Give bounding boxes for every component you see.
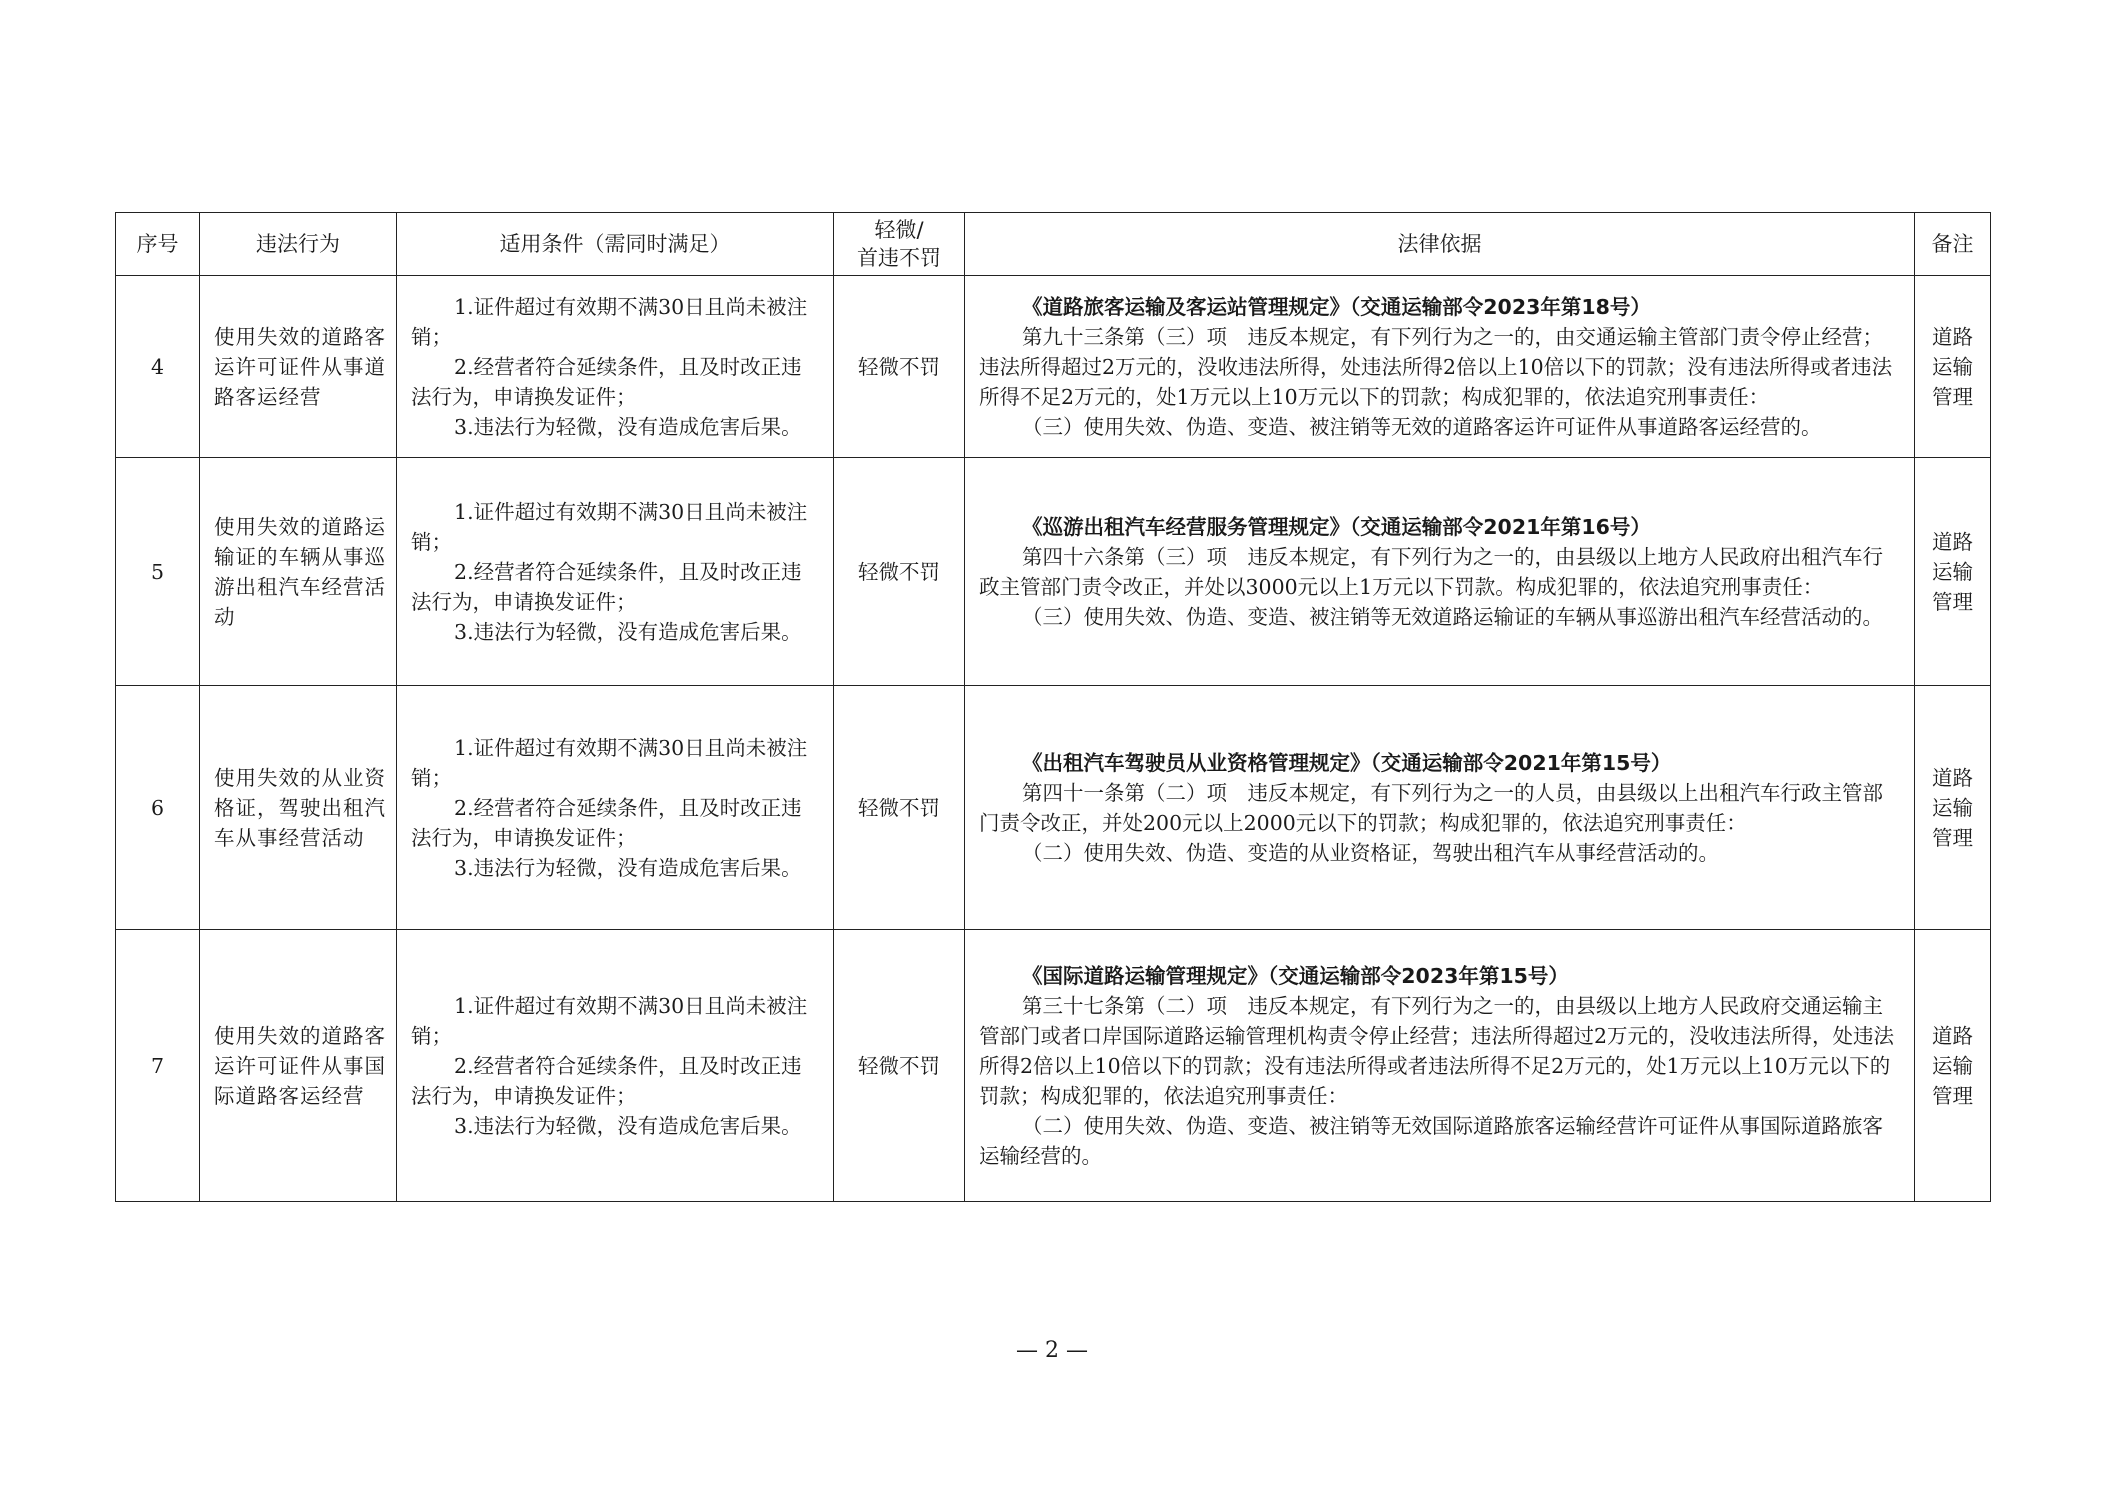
row-cond xyxy=(397,930,834,1202)
row-law xyxy=(965,686,1915,930)
row-act: 使用失效的道路客运许可证件从事国际道路客运经营 xyxy=(200,930,397,1202)
row-law xyxy=(965,458,1915,686)
header-law: 法律依据 xyxy=(965,213,1915,276)
law-line: （二）使用失效、伪造、变造的从业资格证，驾驶出租汽车从事经营活动的。 xyxy=(1022,840,1720,865)
row-note: 道路运输管理 xyxy=(1915,686,1991,930)
row-act: 使用失效的从业资格证，驾驶出租汽车从事经营活动 xyxy=(200,686,397,930)
page-number: — 2 — xyxy=(1016,1338,1088,1363)
row-act: 使用失效的道路运输证的车辆从事巡游出租汽车经营活动 xyxy=(200,458,397,686)
law-line: 第四十一条第（二）项 违反本规定，有下列行为之一的人员，由县级以上出租汽车行政主管部门责令改正，并处200元以上2000元以下的罚款；构成犯罪的，依法追究刑事责任： xyxy=(979,780,1884,835)
law-line: （三）使用失效、伪造、变造、被注销等无效道路运输证的车辆从事巡游出租汽车经营活动的。 xyxy=(1022,604,1884,629)
header-penalty xyxy=(834,213,965,276)
law-line: 第九十三条第（三）项 违反本规定，有下列行为之一的，由交通运输主管部门责令停止经营；违法所得超过2万元的，没收违法所得，处违法所得2倍以上10倍以下的罚款；没有违法所得或者违法所得不足2万元的，处1万元以上10万元以下的罚款；构成犯罪的，依法追究刑事责任： xyxy=(979,324,1893,409)
cond-item: 2.经营者符合延续条件，且及时改正违法行为，申请换发证件； xyxy=(411,795,802,850)
row-note: 道路运输管理 xyxy=(1915,458,1991,686)
header-cond: 适用条件（需同时满足） xyxy=(397,213,834,276)
row-penalty: 轻微不罚 xyxy=(834,930,965,1202)
header-num: 序号 xyxy=(116,213,200,276)
row-act: 使用失效的道路客运许可证件从事道路客运经营 xyxy=(200,276,397,458)
table-row xyxy=(116,930,1991,1202)
penalty-table xyxy=(115,212,1991,1202)
row-note: 道路运输管理 xyxy=(1915,276,1991,458)
row-note: 道路运输管理 xyxy=(1915,930,1991,1202)
law-title: 《国际道路运输管理规定》（交通运输部令2023年第15号） xyxy=(1022,963,1569,988)
row-law xyxy=(965,276,1915,458)
law-line: （三）使用失效、伪造、变造、被注销等无效的道路客运许可证件从事道路客运经营的。 xyxy=(1022,414,1822,439)
law-title: 《道路旅客运输及客运站管理规定》（交通运输部令2023年第18号） xyxy=(1022,294,1651,319)
cond-item: 3.违法行为轻微，没有造成危害后果。 xyxy=(454,619,802,644)
cond-item: 3.违法行为轻微，没有造成危害后果。 xyxy=(454,1113,802,1138)
cond-item: 1.证件超过有效期不满30日且尚未被注销； xyxy=(411,499,808,554)
cond-item: 1.证件超过有效期不满30日且尚未被注销； xyxy=(411,735,808,790)
row-law xyxy=(965,930,1915,1202)
row-num: 7 xyxy=(116,930,200,1202)
header-penalty-line2: 首违不罚 xyxy=(857,246,941,270)
law-title: 《巡游出租汽车经营服务管理规定》（交通运输部令2021年第16号） xyxy=(1022,514,1651,539)
cond-item: 3.违法行为轻微，没有造成危害后果。 xyxy=(454,855,802,880)
table-row xyxy=(116,458,1991,686)
cond-item: 3.违法行为轻微，没有造成危害后果。 xyxy=(454,414,802,439)
row-cond xyxy=(397,686,834,930)
law-line: 第四十六条第（三）项 违反本规定，有下列行为之一的，由县级以上地方人民政府出租汽车行政主管部门责令改正，并处以3000元以上1万元以下罚款。构成犯罪的，依法追究刑事责任： xyxy=(979,544,1884,599)
row-penalty: 轻微不罚 xyxy=(834,276,965,458)
header-note: 备注 xyxy=(1915,213,1991,276)
table-row xyxy=(116,686,1991,930)
table-row xyxy=(116,276,1991,458)
cond-item: 1.证件超过有效期不满30日且尚未被注销； xyxy=(411,294,808,349)
header-act: 违法行为 xyxy=(200,213,397,276)
row-penalty: 轻微不罚 xyxy=(834,458,965,686)
row-cond xyxy=(397,458,834,686)
cond-item: 2.经营者符合延续条件，且及时改正违法行为，申请换发证件； xyxy=(411,1053,802,1108)
row-cond xyxy=(397,276,834,458)
law-line: （二）使用失效、伪造、变造、被注销等无效国际道路旅客运输经营许可证件从事国际道路旅客运输经营的。 xyxy=(979,1113,1884,1168)
row-num: 5 xyxy=(116,458,200,686)
law-title: 《出租汽车驾驶员从业资格管理规定》（交通运输部令2021年第15号） xyxy=(1022,750,1672,775)
header-penalty-line1: 轻微/ xyxy=(874,218,924,242)
row-penalty: 轻微不罚 xyxy=(834,686,965,930)
table-header-row xyxy=(116,213,1991,276)
row-num: 4 xyxy=(116,276,200,458)
law-line: 第三十七条第（二）项 违反本规定，有下列行为之一的，由县级以上地方人民政府交通运输主管部门或者口岸国际道路运输管理机构责令停止经营；违法所得超过2万元的，没收违法所得，处违法所得2倍以上10倍以下的罚款；没有违法所得或者违法所得不足2万元的，处1万元以上10万元以下的罚款；构成犯罪的，依法追究刑事责任： xyxy=(979,993,1895,1108)
row-num: 6 xyxy=(116,686,200,930)
cond-item: 1.证件超过有效期不满30日且尚未被注销； xyxy=(411,993,808,1048)
cond-item: 2.经营者符合延续条件，且及时改正违法行为，申请换发证件； xyxy=(411,559,802,614)
cond-item: 2.经营者符合延续条件，且及时改正违法行为，申请换发证件； xyxy=(411,354,802,409)
